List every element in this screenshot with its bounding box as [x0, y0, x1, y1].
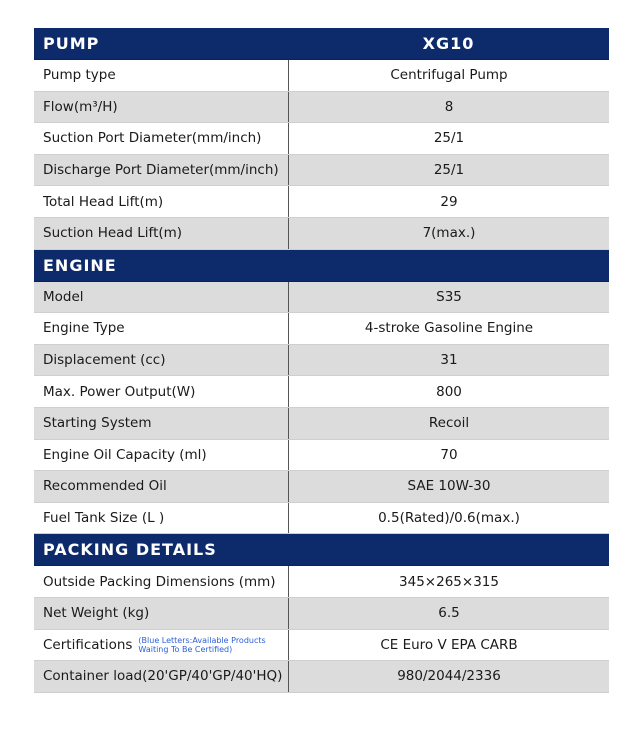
row-label: Recommended Oil: [43, 478, 167, 495]
row-value: S35: [436, 288, 462, 305]
row-label: Displacement (cc): [43, 352, 166, 369]
spec-row-model: [34, 282, 609, 314]
row-value: 29: [440, 193, 458, 210]
spec-row-suction-head: [34, 218, 609, 250]
spec-row-recommended-oil: [34, 471, 609, 503]
spec-row-oil-capacity: [34, 440, 609, 472]
spec-row-fuel-tank: [34, 503, 609, 535]
row-value: 70: [440, 446, 458, 463]
spec-row-net-weight: [34, 598, 609, 630]
row-label: Engine Oil Capacity (ml): [43, 446, 207, 463]
row-label: Fuel Tank Size (L ): [43, 510, 165, 527]
row-label: Suction Head Lift(m): [43, 225, 183, 242]
row-value: Recoil: [428, 415, 470, 432]
row-label: Flow(m³/H): [43, 98, 118, 115]
row-value: CE Euro V EPA CARB: [380, 636, 518, 653]
row-value: 25/1: [433, 162, 465, 179]
row-value: 4-stroke Gasoline Engine: [364, 320, 534, 337]
row-label: Certifications: [43, 636, 133, 653]
row-label: Max. Power Output(W): [43, 383, 196, 400]
spec-row-flow: [34, 92, 609, 124]
row-value: 8: [444, 98, 454, 115]
row-label: Outside Packing Dimensions (mm): [43, 573, 276, 590]
model-title: XG10: [422, 34, 475, 53]
pump-section-header: [34, 28, 609, 60]
certification-note: (Blue Letters:Available Products Waiting To Be Certified): [138, 635, 266, 654]
engine-section-header: [34, 250, 609, 282]
row-value: 345×265×315: [399, 573, 499, 590]
spec-row-total-head: [34, 186, 609, 218]
spec-row-certifications: [34, 630, 609, 662]
row-label: Container load(20'GP/40'GP/40'HQ): [43, 668, 283, 685]
row-label: Total Head Lift(m): [43, 193, 164, 210]
row-value: 25/1: [433, 130, 465, 147]
row-label: Discharge Port Diameter(mm/inch): [43, 162, 279, 179]
spec-row-pump-type: [34, 60, 609, 92]
row-label: Model: [43, 288, 84, 305]
spec-row-packing-dimensions: [34, 566, 609, 598]
pump-section-title: PUMP: [43, 34, 100, 53]
packing-section-header: [34, 534, 609, 566]
spec-row-displacement: [34, 345, 609, 377]
row-value: 980/2044/2336: [397, 668, 501, 685]
spec-row-suction-port: [34, 123, 609, 155]
row-label: Pump type: [43, 67, 116, 84]
row-label: Net Weight (kg): [43, 605, 150, 622]
spec-table: [34, 28, 609, 693]
row-value: 31: [440, 352, 458, 369]
row-label: Engine Type: [43, 320, 125, 337]
row-value: Centrifugal Pump: [390, 67, 508, 84]
spec-row-discharge-port: [34, 155, 609, 187]
row-value: SAE 10W-30: [407, 478, 491, 495]
spec-row-power-output: [34, 376, 609, 408]
row-label: Suction Port Diameter(mm/inch): [43, 130, 262, 147]
row-label: Starting System: [43, 415, 152, 432]
spec-row-engine-type: [34, 313, 609, 345]
row-value: 6.5: [438, 605, 460, 622]
row-value: 0.5(Rated)/0.6(max.): [378, 510, 520, 527]
spec-row-starting-system: [34, 408, 609, 440]
engine-section-title: ENGINE: [43, 255, 117, 275]
spec-row-container-load: [34, 661, 609, 693]
row-value: 800: [436, 383, 462, 400]
row-value: 7(max.): [422, 225, 476, 242]
row-label-group: [34, 636, 288, 654]
packing-section-title: PACKING DETAILS: [43, 540, 217, 560]
